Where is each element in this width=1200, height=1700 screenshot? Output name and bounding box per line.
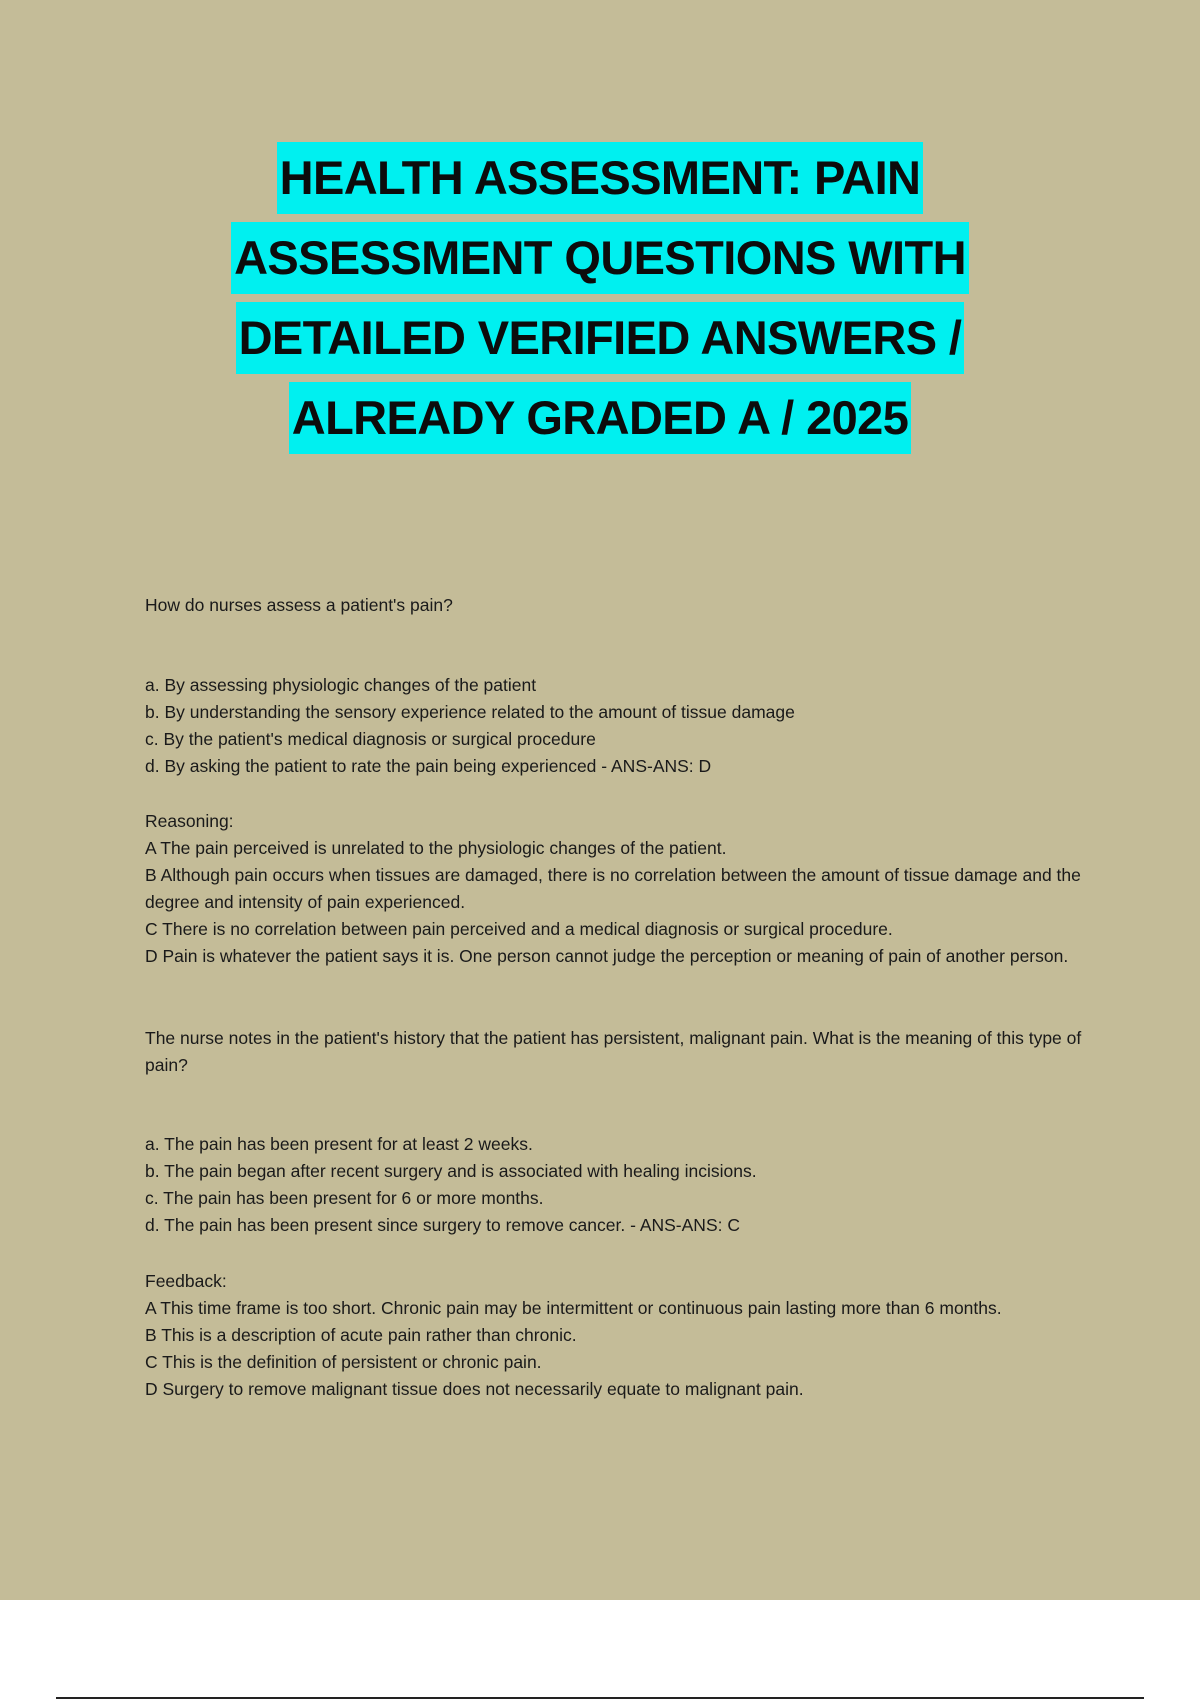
option-d: d. By asking the patient to rate the pain being experienced - ANS-ANS: D <box>145 756 712 776</box>
question-2: The nurse notes in the patient's history that the patient has persistent, malignant pain. What is the meaning of this type of pain? <box>145 1028 1082 1075</box>
reasoning-a: A The pain perceived is unrelated to the physiologic changes of the patient. <box>145 838 727 858</box>
question-2-options <box>145 1131 1095 1239</box>
title-line-text: ALREADY GRADED A / 2025 <box>289 382 912 454</box>
option-d: d. The pain has been present since surgery to remove cancer. - ANS-ANS: C <box>145 1215 740 1235</box>
feedback-d: D Surgery to remove malignant tissue does not necessarily equate to malignant pain. <box>145 1379 804 1399</box>
option-b: b. The pain began after recent surgery and is associated with healing incisions. <box>145 1161 757 1181</box>
reasoning-heading: Reasoning: <box>145 811 234 831</box>
option-c: c. By the patient's medical diagnosis or surgical procedure <box>145 729 596 749</box>
title-line <box>0 222 1200 302</box>
option-c: c. The pain has been present for 6 or more months. <box>145 1188 544 1208</box>
title-line <box>0 302 1200 382</box>
title-line-text: DETAILED VERIFIED ANSWERS / <box>236 302 965 374</box>
title-line-text: HEALTH ASSESSMENT: PAIN <box>277 142 924 214</box>
question-1-text <box>145 592 1095 619</box>
question-1: How do nurses assess a patient's pain? <box>145 595 453 615</box>
question-1-options <box>145 672 1095 780</box>
option-a: a. The pain has been present for at least 2 weeks. <box>145 1134 533 1154</box>
title-line <box>0 142 1200 222</box>
question-2-feedback <box>145 1268 1095 1403</box>
feedback-heading: Feedback: <box>145 1271 227 1291</box>
feedback-a: A This time frame is too short. Chronic pain may be intermittent or continuous pain lasting more than 6 months. <box>145 1298 1002 1318</box>
reasoning-b: B Although pain occurs when tissues are damaged, there is no correlation between the amount of tissue damage and the degree and intensity of pain experienced. <box>145 865 1081 912</box>
feedback-b: B This is a description of acute pain rather than chronic. <box>145 1325 577 1345</box>
title-line-text: ASSESSMENT QUESTIONS WITH <box>231 222 969 294</box>
document-title <box>0 142 1200 462</box>
reasoning-c: C There is no correlation between pain perceived and a medical diagnosis or surgical procedure. <box>145 919 893 939</box>
option-b: b. By understanding the sensory experience related to the amount of tissue damage <box>145 702 795 722</box>
title-line <box>0 382 1200 462</box>
page-divider <box>56 1697 1144 1699</box>
reasoning-d: D Pain is whatever the patient says it is. One person cannot judge the perception or meaning of pain of another person. <box>145 946 1069 966</box>
question-2-text <box>145 1025 1095 1079</box>
option-a: a. By assessing physiologic changes of the patient <box>145 675 537 695</box>
feedback-c: C This is the definition of persistent or chronic pain. <box>145 1352 542 1372</box>
question-1-reasoning <box>145 808 1095 970</box>
